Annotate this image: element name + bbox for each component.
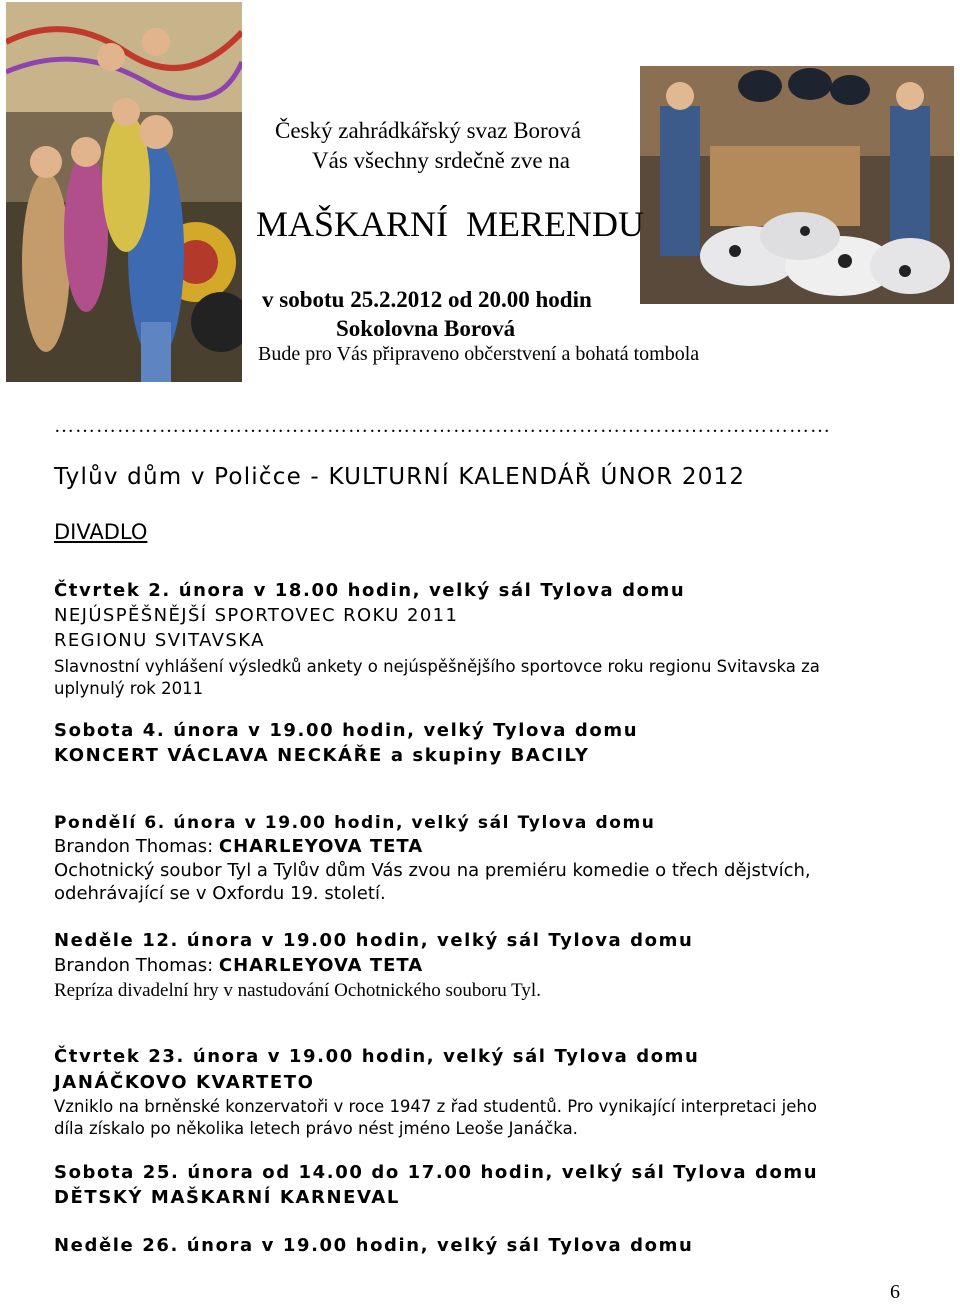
invitation-line: Vás všechny srdečně zve na bbox=[312, 148, 570, 173]
event-date: Neděle 26. února v 19.00 hodin, velký sál Tylova domu bbox=[54, 1235, 694, 1256]
play-author: Brandon Thomas: bbox=[54, 955, 219, 976]
event-play bbox=[54, 955, 423, 976]
section-divadlo: DIVADLO bbox=[54, 520, 148, 544]
cow-costumes-photo bbox=[640, 66, 954, 304]
event-title: NEJÚSPĚŠNĚJŠÍ SPORTOVEC ROKU 2011 bbox=[54, 605, 459, 626]
costume-party-photo bbox=[6, 2, 242, 382]
calendar-title: Tylův dům v Poličce - KULTURNÍ KALENDÁŘ ÚNOR 2012 bbox=[54, 464, 746, 490]
event-description: uplynulý rok 2011 bbox=[54, 679, 204, 698]
dotted-separator: ………………………………………………………………………………………………… bbox=[54, 416, 831, 436]
event-title: KONCERT VÁCLAVA NECKÁŘE a skupiny BACILY bbox=[54, 745, 590, 766]
invitation-date: v sobotu 25.2.2012 od 20.00 hodin bbox=[262, 287, 592, 312]
event-date: Neděle 12. února v 19.00 hodin, velký sál Tylova domu bbox=[54, 930, 694, 951]
play-author: Brandon Thomas: bbox=[54, 836, 219, 857]
event-date: Sobota 4. února v 19.00 hodin, velký Tylova domu bbox=[54, 720, 639, 741]
event-description: odehrávající se v Oxfordu 19. století. bbox=[54, 883, 386, 904]
invitation-note: Bude pro Vás připraveno občerstvení a bohatá tombola bbox=[258, 343, 700, 365]
event-date: Čtvrtek 23. února v 19.00 hodin, velký sál Tylova domu bbox=[54, 1046, 700, 1067]
invitation-organizer: Český zahrádkářský svaz Borová bbox=[275, 118, 581, 143]
play-title: CHARLEYOVA TETA bbox=[218, 955, 424, 976]
page-number: 6 bbox=[890, 1281, 900, 1303]
event-description: Ochotnický soubor Tyl a Tylův dům Vás zvou na premiéru komedie o třech dějstvích, bbox=[54, 860, 811, 881]
event-description: díla získalo po několika letech právo nést jméno Leoše Janáčka. bbox=[54, 1119, 578, 1138]
invitation-place: Sokolovna Borová bbox=[336, 316, 516, 341]
event-title: JANÁČKOVO KVARTETO bbox=[54, 1072, 315, 1093]
invitation-title: MAŠKARNÍ MERENDU bbox=[256, 204, 645, 244]
event-description: Vzniklo na brněnské konzervatoři v roce 1947 z řad studentů. Pro vynikající interpretaci jeho bbox=[54, 1097, 817, 1116]
event-date: Pondělí 6. února v 19.00 hodin, velký sál Tylova domu bbox=[54, 813, 656, 833]
event-play bbox=[54, 836, 423, 857]
event-title: DĚTSKÝ MAŠKARNÍ KARNEVAL bbox=[54, 1187, 400, 1208]
event-description: Repríza divadelní hry v nastudování Ochotnického souboru Tyl. bbox=[54, 980, 541, 1001]
event-title: REGIONU SVITAVSKA bbox=[54, 630, 265, 651]
event-date: Čtvrtek 2. února v 18.00 hodin, velký sál Tylova domu bbox=[54, 580, 686, 601]
play-title: CHARLEYOVA TETA bbox=[218, 836, 424, 857]
event-description: Slavnostní vyhlášení výsledků ankety o nejúspěšnějšího sportovce roku regionu Svitavska za bbox=[54, 657, 820, 676]
event-date: Sobota 25. února od 14.00 do 17.00 hodin, velký sál Tylova domu bbox=[54, 1162, 819, 1183]
